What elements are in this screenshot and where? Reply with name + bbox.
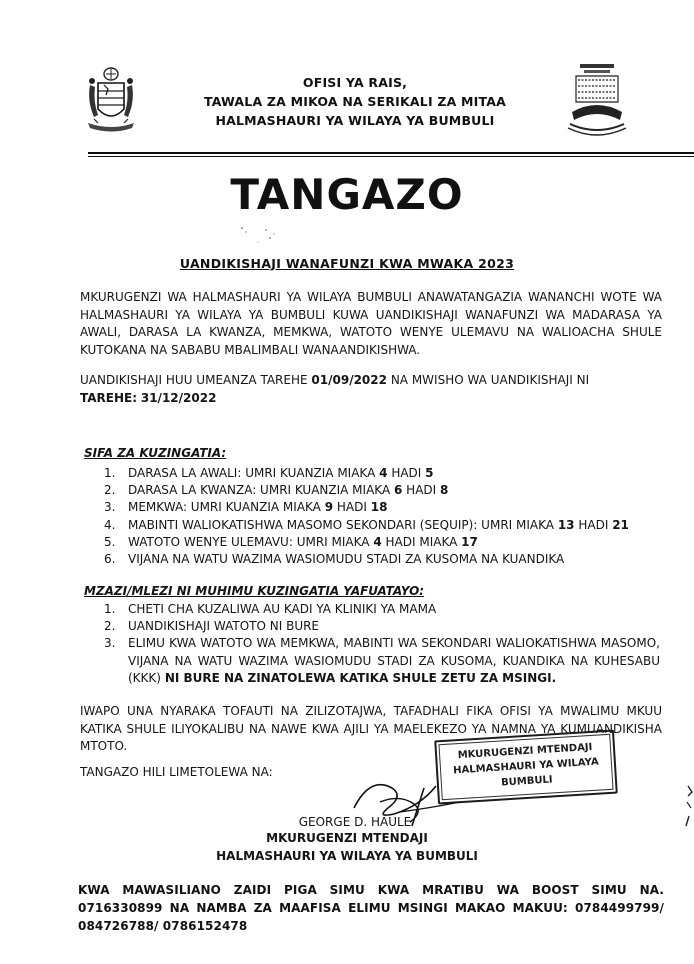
list-item <box>104 551 664 568</box>
list-item-text: UANDIKISHAJI WATOTO NI BURE <box>128 619 320 634</box>
stamp-line-3: BUMBULI <box>500 774 553 789</box>
list-item <box>104 517 664 534</box>
header-divider <box>88 152 694 154</box>
registration-prefix: UANDIKISHAJI HUU UMEANZA TAREHE <box>80 373 308 387</box>
list-item-number: 3. <box>104 636 116 651</box>
list-item-number: 1. <box>104 602 116 616</box>
list-item-number: 4. <box>104 517 116 532</box>
age-to: 8 <box>440 483 449 498</box>
coat-of-arms-icon <box>84 65 138 133</box>
registration-middle: NA MWISHO WA UANDIKISHAJI NI <box>390 373 590 387</box>
age-from: 13 <box>557 517 575 532</box>
list-item-text: MABINTI WALIOKATISHWA MASOMO SEKONDARI (SEQUIP): UMRI MIAKA <box>128 517 554 532</box>
age-from: 4 <box>373 534 382 549</box>
age-sep: HADI <box>336 500 367 515</box>
header-line-1: OFISI YA RAIS, <box>302 75 408 90</box>
documents-notice: IWAPO UNA NYARAKA TOFAUTI NA ZILIZOTAJWA, TAFADHALI FIKA OFISI YA MWALIMU MKUU KATIKA SHULE ILIYOKALIBU NA NAWE KWA AJILI YA MAELEKEZO YA NAMNA YA KUMUANDIKISHA MTOTO. <box>80 704 662 753</box>
list-item-number: 1. <box>104 466 116 480</box>
header-line-3: HALMASHAURI YA WILAYA YA BUMBULI <box>215 113 495 128</box>
mzazi-list <box>104 601 660 687</box>
free-education-note: NI BURE NA ZINATOLEWA KATIKA SHULE ZETU ZA MSINGI. <box>164 670 557 685</box>
issued-by-label: TANGAZO HILI LIMETOLEWA NA: <box>80 765 273 779</box>
notice-subtitle: UANDIKISHAJI WANAFUNZI KWA MWAKA 2023 <box>179 256 515 271</box>
registration-end-label: TAREHE: <box>80 390 138 405</box>
list-item-text: ELIMU KWA WATOTO WA MEMKWA, MABINTI WA SEKONDARI WALIOKATISHWA MASOMO, VIJANA NA WATU WAZIMA WASIOMUDU STADI ZA KUSOMA, KUANDIKA NA KUHESABU (KKK) <box>128 636 660 685</box>
age-to: 21 <box>612 517 629 532</box>
sifa-list <box>104 465 664 568</box>
registration-end-date: 31/12/2022 <box>140 390 217 405</box>
margin-marks <box>682 782 694 830</box>
page-title: TANGAZO <box>230 170 464 219</box>
list-item-text: MEMKWA: UMRI KUANZIA MIAKA <box>128 500 321 515</box>
age-sep: HADI <box>391 466 422 480</box>
list-item-number: 3. <box>104 500 116 515</box>
list-item-number: 6. <box>104 552 116 567</box>
mzazi-heading: MZAZI/MLEZI NI MUHIMU KUZINGATIA YAFUATAYO: <box>84 584 425 598</box>
list-item-number: 5. <box>104 534 116 549</box>
list-item <box>104 465 664 482</box>
age-sep: HADI <box>406 483 437 498</box>
signatory-org: HALMASHAURI YA WILAYA YA BUMBULI <box>216 849 478 863</box>
sifa-heading: SIFA ZA KUZINGATIA: <box>84 446 227 460</box>
list-item-text: DARASA LA KWANZA: UMRI KUANZIA MIAKA <box>128 483 391 498</box>
age-to: 5 <box>425 466 434 480</box>
list-item-body <box>128 635 660 687</box>
list-item <box>104 499 664 516</box>
age-to: 18 <box>370 500 388 515</box>
list-item-text: DARASA LA AWALI: UMRI KUANZIA MIAKA <box>128 466 376 480</box>
signatory-name: GEORGE D. HAULE <box>298 815 412 829</box>
list-item <box>104 618 660 635</box>
list-item <box>104 601 660 618</box>
stamp-line-2: HALMASHAURI YA WILAYA <box>452 756 599 777</box>
list-item <box>104 635 660 687</box>
registration-period <box>80 372 662 407</box>
office-header <box>160 73 550 130</box>
age-sep: HADI <box>578 517 609 532</box>
stamp-line-1: MKURUGENZI MTENDAJI <box>457 741 593 762</box>
registration-start-date: 01/09/2022 <box>311 373 387 387</box>
age-sep: HADI MIAKA <box>385 534 458 549</box>
council-logo-icon <box>566 62 628 142</box>
age-from: 6 <box>393 483 403 498</box>
contact-info: KWA MAWASILIANO ZAIDI PIGA SIMU KWA MRATIBU WA BOOST SIMU NA. 0716330899 NA NAMBA ZA MAAFISA ELIMU MSINGI MAKAO MAKUU: 0784499799/ 084726788/ 0786152478 <box>78 883 664 933</box>
intro-paragraph: MKURUGENZI WA HALMASHAURI YA WILAYA BUMBULI ANAWATANGAZIA WANANCHI WOTE WA HALMASHAURI YA WILAYA YA BUMBULI KUWA UANDIKISHAJI WANAFUNZI WA MADARASA YA AWALI, DARASA LA KWANZA, MEMKWA, WATOTO WENYE ULEMAVU NA WALIOACHA SHULE KUTOKANA NA SABABU MBALIMBALI WANAANDIKISHWA. <box>80 290 662 357</box>
age-from: 9 <box>324 500 334 515</box>
header-divider-thin <box>88 156 694 157</box>
list-item-text: WATOTO WENYE ULEMAVU: UMRI MIAKA <box>128 534 370 549</box>
scan-specks <box>236 224 286 250</box>
list-item-text: CHETI CHA KUZALIWA AU KADI YA KLINIKI YA MAMA <box>128 602 437 616</box>
list-item-text: VIJANA NA WATU WAZIMA WASIOMUDU STADI ZA KUSOMA NA KUANDIKA <box>128 552 565 567</box>
list-item <box>104 482 664 499</box>
list-item-number: 2. <box>104 483 116 498</box>
list-item <box>104 534 664 551</box>
list-item-number: 2. <box>104 619 116 634</box>
age-to: 17 <box>461 534 478 549</box>
age-from: 4 <box>379 466 388 480</box>
signatory-title: MKURUGENZI MTENDAJI <box>266 831 428 845</box>
header-line-2: TAWALA ZA MIKOA NA SERIKALI ZA MITAA <box>203 94 507 109</box>
